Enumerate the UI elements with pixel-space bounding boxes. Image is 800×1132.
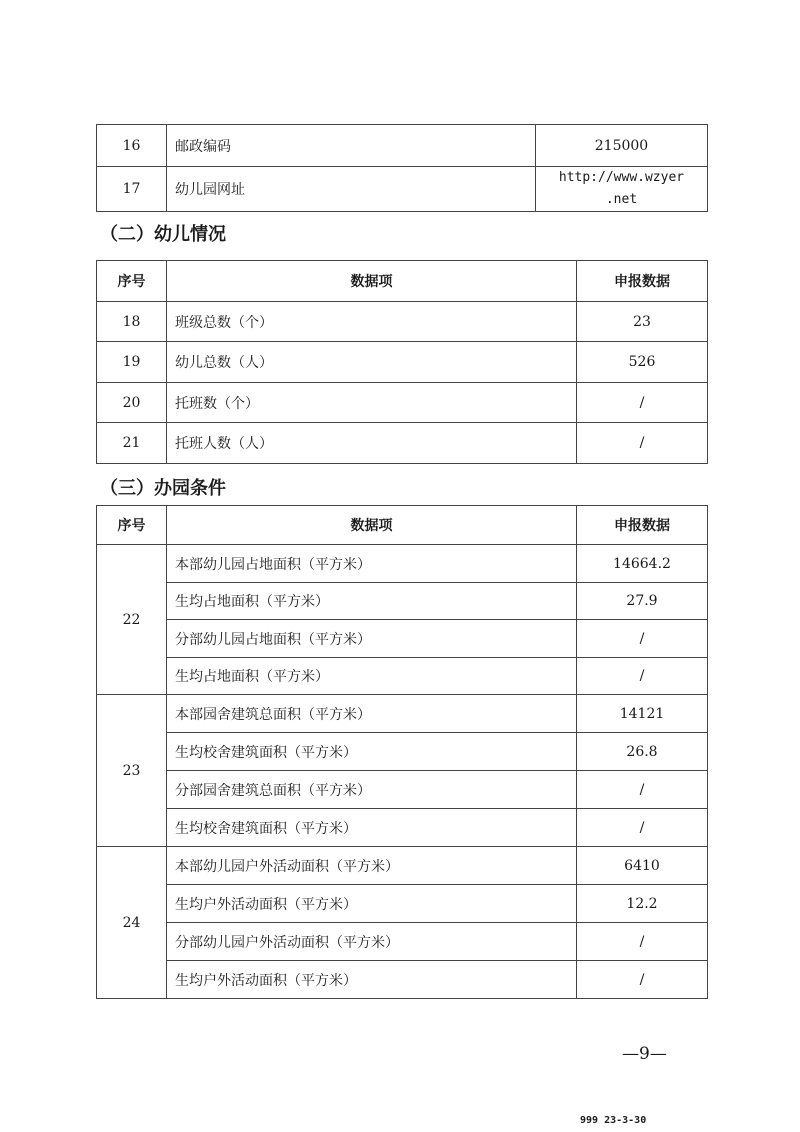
table-row: [97, 809, 708, 847]
children-table: [96, 260, 708, 464]
table-row: [97, 847, 708, 885]
table-row: [97, 961, 708, 999]
row-item: 分部幼儿园占地面积（平方米）: [167, 620, 577, 658]
table-row: [97, 620, 708, 658]
contact-info-table: [96, 124, 708, 212]
table-row: [97, 885, 708, 923]
row-value: /: [577, 961, 708, 999]
row-value: 14121: [577, 695, 708, 733]
row-value: /: [577, 658, 708, 695]
row-value-url: [536, 167, 708, 212]
row-item: 幼儿总数（人）: [167, 342, 577, 383]
row-item: 本部幼儿园户外活动面积（平方米）: [167, 847, 577, 885]
print-stamp: 999 23-3-30: [580, 1115, 647, 1126]
row-item: 本部幼儿园占地面积（平方米）: [167, 545, 577, 583]
table-row: [97, 125, 708, 167]
row-number: 20: [97, 383, 167, 423]
row-value: 12.2: [577, 885, 708, 923]
row-value: /: [577, 620, 708, 658]
row-value: /: [577, 809, 708, 847]
page-number: —9—: [622, 1044, 667, 1064]
row-number: 16: [97, 125, 167, 167]
table-header-row: [97, 261, 708, 302]
row-value: 23: [577, 302, 708, 342]
row-value: 14664.2: [577, 545, 708, 583]
table-row: [97, 167, 708, 212]
header-item: 数据项: [167, 506, 577, 545]
row-item: 生均占地面积（平方米）: [167, 658, 577, 695]
row-number: 18: [97, 302, 167, 342]
conditions-table: [96, 505, 708, 999]
row-item: 本部园舍建筑总面积（平方米）: [167, 695, 577, 733]
table-row: [97, 302, 708, 342]
row-item: 生均校舍建筑面积（平方米）: [167, 733, 577, 771]
table-header-row: [97, 506, 708, 545]
row-item: 幼儿园网址: [167, 167, 536, 212]
section-title-children: （二）幼儿情况: [100, 224, 226, 245]
row-number: 21: [97, 423, 167, 464]
table-row: [97, 342, 708, 383]
row-value: /: [577, 423, 708, 464]
row-number: 17: [97, 167, 167, 212]
table-row: [97, 545, 708, 583]
table-row: [97, 733, 708, 771]
header-no: 序号: [97, 506, 167, 545]
header-value: 申报数据: [577, 506, 708, 545]
row-value: /: [577, 771, 708, 809]
row-value: /: [577, 923, 708, 961]
group-number: 22: [97, 545, 167, 695]
row-value: 6410: [577, 847, 708, 885]
row-item: 班级总数（个）: [167, 302, 577, 342]
row-value: 26.8: [577, 733, 708, 771]
header-no: 序号: [97, 261, 167, 302]
header-item: 数据项: [167, 261, 577, 302]
table-row: [97, 583, 708, 620]
row-value: 526: [577, 342, 708, 383]
row-item: 托班数（个）: [167, 383, 577, 423]
row-item: 生均校舍建筑面积（平方米）: [167, 809, 577, 847]
row-item: 托班人数（人）: [167, 423, 577, 464]
row-item: 分部幼儿园户外活动面积（平方米）: [167, 923, 577, 961]
row-item: 生均占地面积（平方米）: [167, 583, 577, 620]
table-row: [97, 383, 708, 423]
row-item: 分部园舍建筑总面积（平方米）: [167, 771, 577, 809]
table-row: [97, 771, 708, 809]
table-row: [97, 923, 708, 961]
row-item: 生均户外活动面积（平方米）: [167, 885, 577, 923]
table-row: [97, 695, 708, 733]
table-row: [97, 423, 708, 464]
group-number: 24: [97, 847, 167, 999]
header-value: 申报数据: [577, 261, 708, 302]
row-value: 215000: [536, 125, 708, 167]
url-line-1: http://www.wzyer: [558, 170, 685, 185]
table-row: [97, 658, 708, 695]
group-number: 23: [97, 695, 167, 847]
row-value: /: [577, 383, 708, 423]
row-item: 邮政编码: [167, 125, 536, 167]
row-item: 生均户外活动面积（平方米）: [167, 961, 577, 999]
row-value: 27.9: [577, 583, 708, 620]
url-line-2: .net: [605, 192, 638, 207]
row-number: 19: [97, 342, 167, 383]
section-title-conditions: （三）办园条件: [100, 478, 226, 499]
